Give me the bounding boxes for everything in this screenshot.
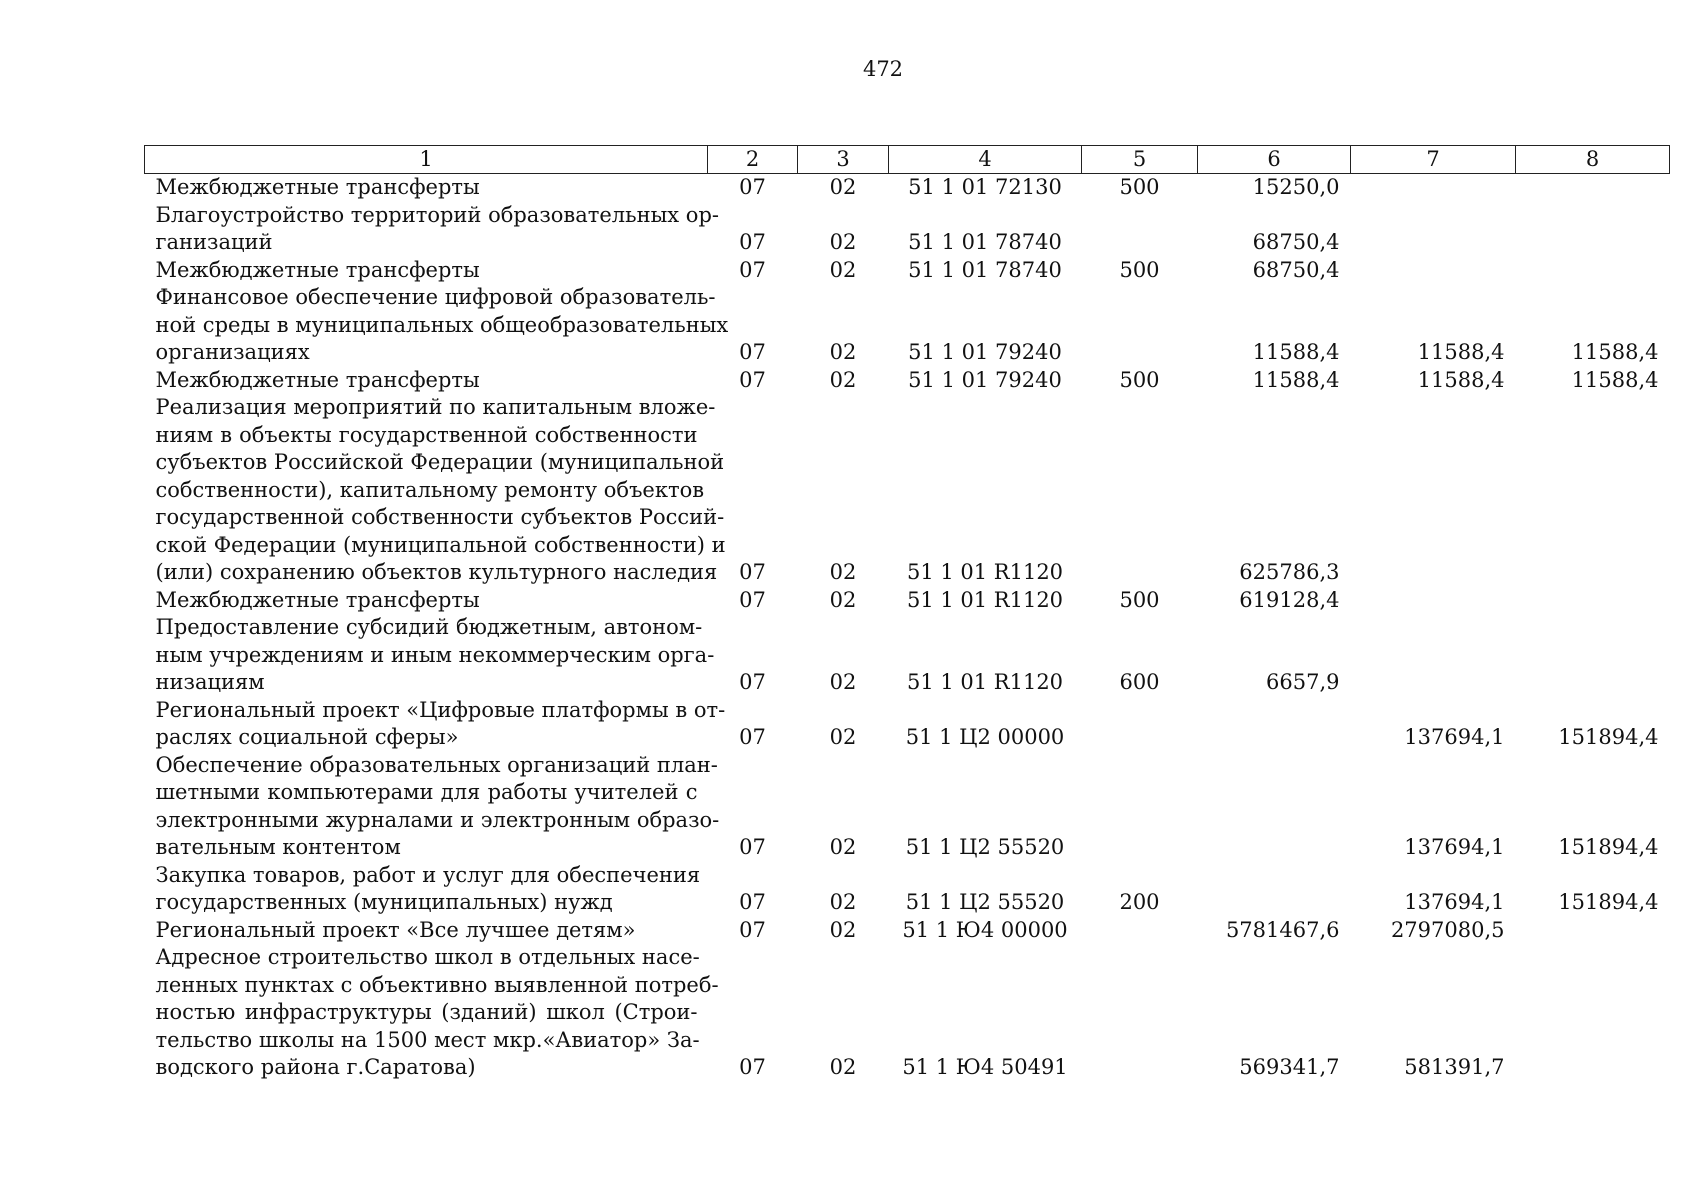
row-name-line: тельство школы на 1500 мест мкр.«Авиатор» За- <box>155 1027 700 1052</box>
header-row <box>145 146 1670 174</box>
row-amount-col8: 151894,4 <box>1558 725 1659 749</box>
row-amount-col8 <box>1516 587 1670 615</box>
row-amount-col6: 625786,3 <box>1239 560 1340 584</box>
row-amount-col7 <box>1351 174 1516 202</box>
row-name-line: государственной собственности субъектов Россий- <box>155 505 725 529</box>
row-name-line: ной среды в муниципальных общеобразовательных <box>155 312 729 337</box>
row-name-line: субъектов Российской Федерации (муниципальной <box>155 450 725 474</box>
row-subsection: 02 <box>829 230 857 254</box>
row-amount-col7 <box>1351 614 1516 697</box>
row-subsection: 02 <box>829 257 857 282</box>
row-amount-col6 <box>1198 862 1351 917</box>
row-name <box>145 587 708 615</box>
row-name <box>145 394 726 587</box>
row-expense-type <box>1082 697 1198 752</box>
row-subsection: 02 <box>829 587 857 612</box>
header-col-5: 5 <box>1082 146 1198 174</box>
row-name-line: Предоставление субсидий бюджетным, автоном- <box>155 615 703 639</box>
table-row <box>145 944 1670 1082</box>
row-subsection: 02 <box>829 560 857 584</box>
row-name-line: Межбюджетные трансферты <box>155 257 480 282</box>
row-name-line: организациях <box>155 340 310 364</box>
row-name-line: Реализация мероприятий по капитальным вложе- <box>155 395 716 419</box>
row-target-code: 51 1 Ц2 00000 <box>905 725 1065 749</box>
row-expense-type: 500 <box>1119 175 1160 199</box>
table-row <box>145 752 1670 862</box>
row-amount-col8: 11588,4 <box>1571 340 1659 364</box>
row-subsection: 02 <box>829 917 857 942</box>
row-name-line: Региональный проект «Все лучшее детям» <box>155 917 636 942</box>
row-expense-type: 500 <box>1119 587 1160 612</box>
row-name <box>145 862 708 917</box>
row-name-line: шетными компьютерами для работы учителей с <box>155 780 698 804</box>
row-name-line: Адресное строительство школ в отдельных насе- <box>155 945 700 969</box>
row-amount-col7: 11588,4 <box>1417 367 1505 392</box>
row-amount-col8 <box>1516 257 1670 285</box>
row-section: 07 <box>739 587 766 612</box>
header-col-6: 6 <box>1198 146 1351 174</box>
row-name-line: собственности), капитальному ремонту объектов <box>155 477 705 502</box>
row-target-code: 51 1 01 R1120 <box>906 587 1064 612</box>
row-amount-col8: 11588,4 <box>1571 367 1659 392</box>
row-name-line: Обеспечение образовательных организаций план- <box>155 752 718 777</box>
header-col-2: 2 <box>708 146 798 174</box>
row-amount-col6: 11588,4 <box>1252 340 1340 364</box>
row-amount-col7 <box>1351 587 1516 615</box>
header-col-4: 4 <box>889 146 1082 174</box>
row-name-line: Межбюджетные трансферты <box>155 175 480 199</box>
row-expense-type <box>1082 284 1198 367</box>
row-target-code: 51 1 01 78740 <box>908 230 1062 254</box>
row-name-line: ганизаций <box>155 230 273 254</box>
row-amount-col6 <box>1198 752 1351 862</box>
row-target-code: 51 1 01 79240 <box>908 340 1062 364</box>
row-amount-col6: 569341,7 <box>1239 1055 1340 1079</box>
row-subsection: 02 <box>829 175 857 199</box>
row-expense-type <box>1082 944 1198 1082</box>
row-amount-col6: 6657,9 <box>1266 670 1340 694</box>
row-name-line: ным учреждениям и иным некоммерческим орга- <box>155 642 715 667</box>
row-section: 07 <box>739 175 766 199</box>
row-section: 07 <box>739 835 766 859</box>
row-name <box>145 174 708 202</box>
row-target-code: 51 1 Ц2 55520 <box>905 890 1065 914</box>
row-amount-col7 <box>1351 257 1516 285</box>
row-amount-col6: 68750,4 <box>1252 257 1340 282</box>
row-amount-col8: 151894,4 <box>1558 835 1659 859</box>
row-target-code: 51 1 01 R1120 <box>906 670 1064 694</box>
row-amount-col8 <box>1516 202 1670 257</box>
row-section: 07 <box>739 725 766 749</box>
row-name-line: ской Федерации (муниципальной собственности) и <box>155 532 726 557</box>
row-expense-type: 500 <box>1119 367 1160 392</box>
row-name-line: ниям в объекты государственной собственности <box>155 422 698 447</box>
page-number: 472 <box>862 57 904 81</box>
budget-table <box>144 145 1670 1082</box>
row-target-code: 51 1 01 78740 <box>908 257 1062 282</box>
row-section: 07 <box>739 670 766 694</box>
row-expense-type: 600 <box>1119 670 1160 694</box>
row-amount-col7: 11588,4 <box>1417 340 1505 364</box>
row-target-code: 51 1 01 79240 <box>908 367 1062 392</box>
row-name-line: вательным контентом <box>155 835 401 859</box>
row-name-line: электронными журналами и электронным образо- <box>155 807 720 832</box>
row-subsection: 02 <box>829 890 857 914</box>
row-amount-col7: 137694,1 <box>1404 835 1505 859</box>
row-section: 07 <box>739 917 766 942</box>
header-col-1: 1 <box>145 146 708 174</box>
row-name <box>145 614 715 697</box>
row-name <box>145 944 719 1082</box>
row-amount-col7: 581391,7 <box>1404 1055 1505 1079</box>
row-subsection: 02 <box>829 1055 857 1079</box>
row-name-line: Межбюджетные трансферты <box>155 587 480 612</box>
table-body <box>145 174 1670 1082</box>
table-row <box>145 917 1670 945</box>
row-target-code: 51 1 Ю4 50491 <box>902 1055 1068 1079</box>
row-name-line: Финансовое обеспечение цифровой образователь- <box>155 285 716 309</box>
table-row <box>145 284 1670 367</box>
row-expense-type <box>1082 917 1198 945</box>
row-name-line: Региональный проект «Цифровые платформы в от- <box>155 697 726 722</box>
row-section: 07 <box>739 340 766 364</box>
table-row <box>145 587 1670 615</box>
row-expense-type <box>1082 394 1198 587</box>
row-amount-col8 <box>1516 917 1670 945</box>
row-expense-type: 500 <box>1119 257 1160 282</box>
row-expense-type: 200 <box>1119 890 1160 914</box>
table-row <box>145 862 1670 917</box>
row-subsection: 02 <box>829 835 857 859</box>
row-target-code: 51 1 Ц2 55520 <box>905 835 1065 859</box>
table-row <box>145 394 1670 587</box>
table-row <box>145 174 1670 202</box>
row-amount-col6: 11588,4 <box>1252 367 1340 392</box>
row-amount-col6: 15250,0 <box>1252 175 1340 199</box>
row-name-line: ленных пунктах с объективно выявленной потреб- <box>155 972 719 997</box>
row-name-line: Межбюджетные трансферты <box>155 367 480 392</box>
row-name <box>145 257 708 285</box>
row-amount-col7 <box>1351 202 1516 257</box>
table-row <box>145 257 1670 285</box>
row-amount-col8 <box>1516 394 1670 587</box>
row-name-line: (или) сохранению объектов культурного наследия <box>155 560 718 584</box>
row-subsection: 02 <box>829 670 857 694</box>
row-section: 07 <box>739 560 766 584</box>
header-col-8: 8 <box>1516 146 1670 174</box>
row-subsection: 02 <box>829 367 857 392</box>
row-target-code: 51 1 01 72130 <box>908 175 1062 199</box>
row-section: 07 <box>739 230 766 254</box>
row-amount-col6: 619128,4 <box>1239 587 1340 612</box>
row-name-line: ностью инфраструктуры (зданий) школ (Строи- <box>155 1000 698 1024</box>
header-col-7: 7 <box>1351 146 1516 174</box>
row-section: 07 <box>739 1055 766 1079</box>
row-amount-col7 <box>1351 394 1516 587</box>
row-expense-type <box>1082 752 1198 862</box>
row-amount-col6: 5781467,6 <box>1225 917 1340 942</box>
table-row <box>145 367 1670 395</box>
row-subsection: 02 <box>829 340 857 364</box>
row-target-code: 51 1 Ю4 00000 <box>902 917 1068 942</box>
row-expense-type <box>1082 202 1198 257</box>
row-name <box>145 284 729 367</box>
table-row <box>145 614 1670 697</box>
row-name-line: низациям <box>155 670 265 694</box>
row-name-line: государственных (муниципальных) нужд <box>155 890 613 914</box>
row-amount-col6: 68750,4 <box>1252 230 1340 254</box>
row-amount-col7: 2797080,5 <box>1390 917 1505 942</box>
row-name <box>145 752 720 862</box>
row-name <box>145 697 726 752</box>
row-amount-col8 <box>1516 174 1670 202</box>
row-amount-col8: 151894,4 <box>1558 890 1659 914</box>
row-name-line: водского района г.Саратова) <box>155 1055 476 1079</box>
row-section: 07 <box>739 890 766 914</box>
table-row <box>145 202 1670 257</box>
row-name <box>145 367 708 395</box>
row-amount-col8 <box>1516 614 1670 697</box>
row-name <box>145 917 708 945</box>
table-row <box>145 697 1670 752</box>
row-amount-col7: 137694,1 <box>1404 725 1505 749</box>
header-col-3: 3 <box>798 146 889 174</box>
row-amount-col8 <box>1516 944 1670 1082</box>
row-name-line: Благоустройство территорий образовательных ор- <box>155 202 719 227</box>
row-amount-col7: 137694,1 <box>1404 890 1505 914</box>
row-subsection: 02 <box>829 725 857 749</box>
row-section: 07 <box>739 257 766 282</box>
row-amount-col6 <box>1198 697 1351 752</box>
row-section: 07 <box>739 367 766 392</box>
row-name <box>145 202 719 257</box>
row-target-code: 51 1 01 R1120 <box>906 560 1064 584</box>
row-name-line: раслях социальной сферы» <box>155 725 459 749</box>
row-name-line: Закупка товаров, работ и услуг для обеспечения <box>155 862 701 887</box>
